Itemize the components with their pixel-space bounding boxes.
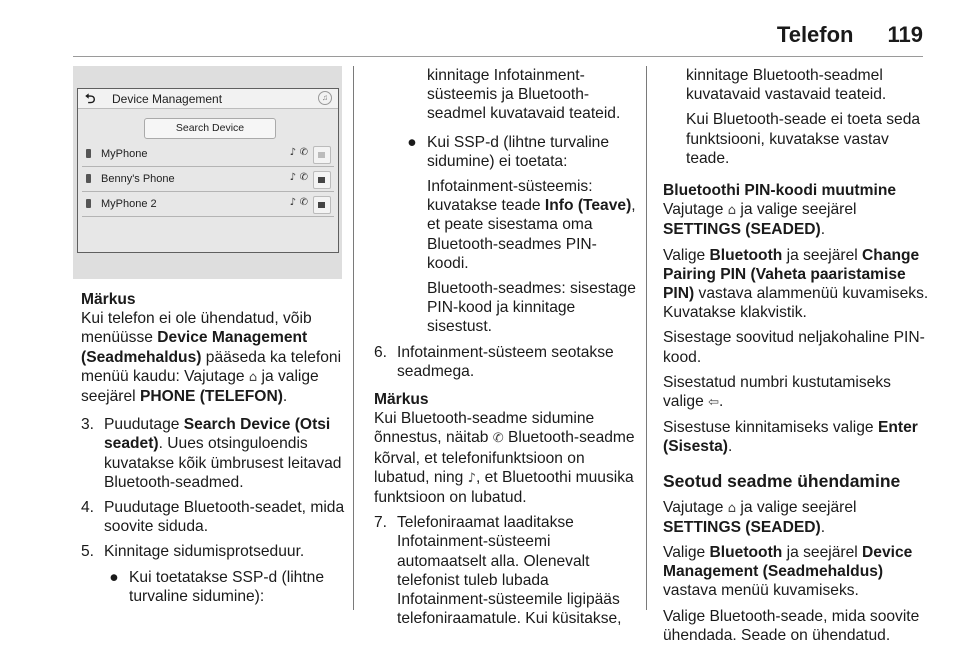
- screen-title-bar: [78, 89, 338, 109]
- column-divider: [353, 66, 354, 610]
- note-text: Kui telefon ei ole ühendatud, võib menüüsse Device Management (Seadmehaldus) pääseda ka telefoni menüü kaudu: Vajutage ⌂ ja valige seejärel PHONE (TELEFON).: [81, 310, 342, 406]
- page-title: Telefon: [776, 22, 854, 47]
- subheading: Bluetoothi PIN-koodi muutmine: [663, 182, 897, 200]
- device-name: MyPhone: [101, 148, 148, 160]
- paragraph: Valige Bluetooth ja seejärel Change Pairing PIN (Vaheta paaristamise PIN) vastava alammenüü kuvamiseks. Kuvatakse klakvistik.: [663, 246, 929, 322]
- device-management-figure: [73, 66, 342, 279]
- home-icon: ⌂: [727, 203, 737, 219]
- step-6: 6. Infotainment-süsteem seotakse seadmega.: [374, 343, 614, 380]
- column-1: [81, 290, 347, 606]
- music-enabled-icon: ♪: [289, 147, 296, 158]
- screen-title: Device Management: [112, 92, 223, 106]
- device-name: MyPhone 2: [101, 198, 157, 210]
- handset-icon: ✆: [299, 197, 308, 208]
- home-icon: ⌂: [727, 500, 737, 516]
- phone-icon: [86, 199, 91, 208]
- step-5: 5. Kinnitage sidumisprotseduur.: [81, 543, 305, 561]
- music-enabled-icon: ♪: [289, 197, 296, 208]
- lock-icon: [313, 196, 331, 214]
- device-row: [82, 194, 334, 217]
- paragraph: Valige Bluetooth-seade, mida soovite ühendada. Seade on ühendatud.: [663, 607, 920, 644]
- paragraph: Sisestuse kinnitamiseks valige Enter (Sisesta).: [663, 419, 918, 456]
- column-2: [374, 66, 636, 628]
- music-enabled-icon: ♪: [289, 172, 296, 183]
- paragraph: Valige Bluetooth ja seejärel Device Management (Seadmehaldus) vastava menüü kuvamiseks.: [663, 544, 913, 600]
- device-row: [82, 169, 334, 192]
- lock-icon: [313, 171, 331, 189]
- handset-icon: ✆: [492, 431, 504, 447]
- page-number: 119: [887, 22, 923, 47]
- bullet-item: ● Kui toetatakse SSP-d (lihtne turvaline sidumine):: [109, 568, 325, 605]
- backspace-icon: ⇦: [708, 395, 719, 411]
- music-note-icon: ♫: [318, 91, 332, 105]
- column-divider: [646, 66, 647, 610]
- phone-icon: [86, 174, 91, 183]
- device-name: Benny's Phone: [101, 173, 175, 185]
- step-7: 7. Telefoniraamat laaditakse Infotainment-süsteemi automaatselt alla. Olenevalt telefonist tuleb lubada Infotainment-süsteemile ligipääs telefoniraamatule. Kui küsitakse,: [374, 514, 622, 628]
- search-device-button: Search Device: [144, 118, 276, 139]
- handset-icon: ✆: [299, 147, 308, 158]
- back-arrow-icon: ⮌: [85, 92, 96, 107]
- page-header: [777, 22, 923, 52]
- step-4: 4. Puudutage Bluetooth-seadet, mida soovite siduda.: [81, 499, 345, 536]
- lock-icon: [313, 146, 331, 164]
- music-enabled-icon: ♪: [467, 470, 476, 486]
- home-icon: ⌂: [248, 369, 258, 385]
- paragraph: Kui Bluetooth-seade ei toeta seda funktsiooni, kuvatakse vastav teade.: [686, 111, 921, 167]
- paragraph: Vajutage ⌂ ja valige seejärel SETTINGS (SEADED).: [663, 498, 857, 536]
- note-text: Kui Bluetooth-seadme sidumine õnnestus, näitab ✆ Bluetooth-seadme kõrval, et telefonifunktsioon on lubatud, ning ♪, et Bluetoothi muusika funktsioon on lubatud.: [374, 410, 635, 507]
- paragraph: Bluetooth-seadmes: sisestage PIN-kood ja kinnitage sisestust.: [427, 280, 636, 336]
- bullet-item: ● Kui SSP-d (lihtne turvaline sidumine) ei toetata:: [407, 133, 610, 170]
- section-heading: Seotud seadme ühendamine: [663, 470, 901, 491]
- note-label: Märkus: [81, 291, 136, 308]
- paragraph: kinnitage Bluetooth-seadmel kuvatavaid vastavaid teateid.: [686, 67, 887, 104]
- phone-icon: [86, 149, 91, 158]
- note-label: Märkus: [374, 391, 429, 409]
- header-divider: [73, 56, 923, 57]
- paragraph: Vajutage ⌂ ja valige seejärel SETTINGS (SEADED).: [663, 201, 857, 239]
- column-3: [663, 66, 929, 645]
- device-row: [82, 144, 334, 167]
- infotainment-screen: [77, 88, 339, 253]
- paragraph: Infotainment-süsteemis: kuvatakse teade Info (Teave), et peate sisestama oma Bluetooth-seadmes PIN-koodi.: [427, 178, 636, 272]
- paragraph: kinnitage Infotainment-süsteemis ja Bluetooth-seadmel kuvatavaid teateid.: [427, 67, 621, 123]
- paragraph: Sisestage soovitud neljakohaline PIN-kood.: [663, 329, 925, 366]
- handset-icon: ✆: [299, 172, 308, 183]
- paragraph: Sisestatud numbri kustutamiseks valige ⇦.: [663, 373, 929, 412]
- step-3: 3. Puudutage Search Device (Otsi seadet). Uues otsinguloendis kuvatakse kõik ümbrusest leitavad Bluetooth-seadmed.: [81, 416, 342, 491]
